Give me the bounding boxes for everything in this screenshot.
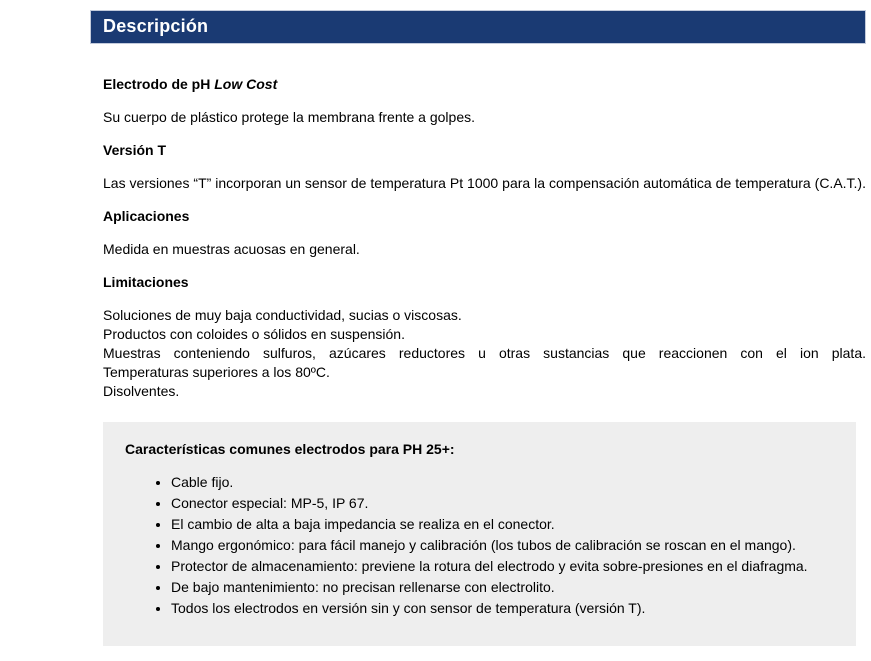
feature-item: • Mango ergonómico: para fácil manejo y calibración (los tubos de calibración se roscan en el mango).	[171, 535, 836, 556]
product-heading	[103, 75, 866, 94]
feature-item: • Conector especial: MP-5, IP 67.	[171, 493, 836, 514]
feature-item: • El cambio de alta a baja impedancia se realiza en el conector.	[171, 514, 836, 535]
feature-item: • Protector de almacenamiento: previene la rotura del electrodo y evita sobre-presiones en el diafragma.	[171, 556, 836, 577]
section-title: Descripción	[103, 16, 209, 36]
feature-item: • De bajo mantenimiento: no precisan rellenarse con electrolito.	[171, 577, 836, 598]
features-box-heading: Características comunes electrodos para PH 25+:	[125, 441, 455, 457]
limitation-line: Productos con coloides o sólidos en suspensión.	[103, 326, 405, 342]
product-heading-italic: Low Cost	[214, 76, 278, 92]
feature-item: • Cable fijo.	[171, 472, 836, 493]
version-heading: Versión T	[103, 142, 167, 158]
product-description: Su cuerpo de plástico protege la membrana frente a golpes.	[103, 109, 476, 125]
version-description: Las versiones “T” incorporan un sensor de temperatura Pt 1000 para la compensación automática de temperatura (C.A.T.).	[103, 175, 866, 191]
feature-item: • Todos los electrodos en versión sin y con sensor de temperatura (versión T).	[171, 598, 836, 619]
limitation-line: Disolventes.	[103, 383, 180, 399]
limitation-line: Muestras conteniendo sulfuros, azúcares reductores u otras sustancias que reaccionen con el ion plata.	[103, 345, 866, 361]
features-list	[125, 472, 836, 619]
common-features-box	[103, 422, 856, 646]
section-header-bar	[90, 10, 866, 44]
applications-description: Medida en muestras acuosas en general.	[103, 241, 360, 257]
limitations-paragraph	[103, 306, 866, 401]
applications-heading: Aplicaciones	[103, 208, 190, 224]
limitation-line: Soluciones de muy baja conductividad, sucias o viscosas.	[103, 307, 462, 323]
document-body	[103, 75, 866, 415]
product-heading-text: Electrodo de pH	[103, 76, 211, 92]
limitation-line: Temperaturas superiores a los 80ºC.	[103, 364, 330, 380]
limitations-heading: Limitaciones	[103, 274, 189, 290]
